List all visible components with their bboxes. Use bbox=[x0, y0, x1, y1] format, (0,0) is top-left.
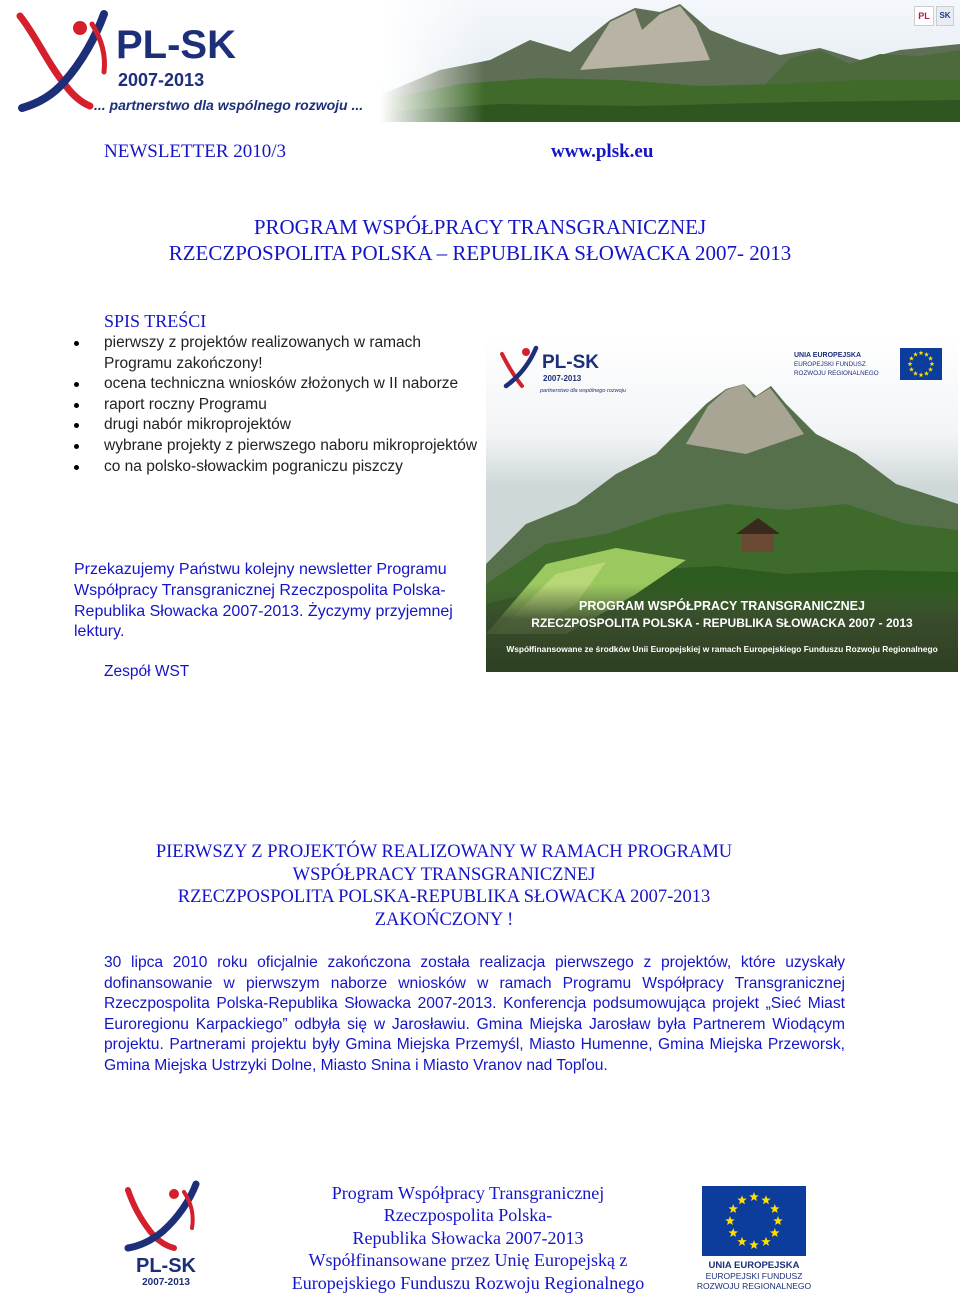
eu-line3: ROZWOJU REGIONALNEGO bbox=[696, 1281, 812, 1290]
footer-line2: Rzeczpospolita Polska- bbox=[383, 1205, 553, 1226]
poster-eu-line1: UNIA EUROPEJSKA bbox=[794, 352, 862, 359]
program-title-line2: RZECZPOSPOLITA POLSKA – REPUBLIKA SŁOWACKA 2007- 2013 bbox=[168, 241, 792, 265]
poster-eu-flag-icon bbox=[900, 348, 942, 380]
footer-text bbox=[248, 1182, 688, 1294]
poster-logo-tagline: partnerstwo dla wspólnego rozwoju bbox=[540, 388, 626, 394]
intro-text: Przekazujemy Państwu kolejny newsletter Programu Współpracy Transgranicznej Rzeczpospolita Polska-Republika Słowacka 2007-2013. Życzymy przyjemnej lektury. bbox=[74, 561, 453, 641]
poster-logo-years: 2007-2013 bbox=[543, 374, 582, 383]
logo-years: 2007-2013 bbox=[118, 70, 205, 90]
footer-logo-title: PL-SK bbox=[136, 1255, 196, 1277]
bullet-icon bbox=[74, 382, 79, 387]
badge-sk: SK bbox=[936, 6, 954, 26]
intro-signature: Zespół WST bbox=[104, 663, 190, 680]
poster-cofinance: Współfinansowane ze środków Unii Europejskiej w ramach Europejskiego Funduszu Rozwoju Regionalnego bbox=[506, 644, 938, 654]
poster-eu-line2: EUROPEJSKI FUNDUSZ bbox=[794, 361, 866, 368]
logo-tagline: ... partnerstwo dla wspólnego rozwoju ... bbox=[94, 97, 364, 113]
poster-eu-line3: ROZWOJU REGIONALNEGO bbox=[794, 370, 879, 377]
bullet-icon bbox=[74, 465, 79, 470]
header-banner bbox=[0, 0, 960, 122]
badge-pl: PL bbox=[914, 6, 934, 26]
article-title-line2: WSPÓŁPRACY TRANSGRANICZNEJ bbox=[292, 864, 596, 885]
article-title bbox=[0, 841, 888, 931]
poster-title1: PROGRAM WSPÓŁPRACY TRANSGRANICZNEJ bbox=[579, 599, 865, 613]
eu-logo bbox=[694, 1186, 814, 1290]
footer-line1: Program Współpracy Transgranicznej bbox=[331, 1183, 605, 1203]
newsletter-url[interactable]: www.plsk.eu bbox=[551, 141, 654, 162]
eu-line1: UNIA EUROPEJSKA bbox=[708, 1260, 800, 1271]
list-item-label: pierwszy z projektów realizowanych w ramach Programu zakończony! bbox=[104, 334, 422, 372]
language-badge bbox=[914, 6, 954, 28]
program-poster bbox=[486, 334, 958, 672]
program-title bbox=[0, 214, 960, 266]
list-item[interactable] bbox=[70, 395, 490, 416]
list-item[interactable] bbox=[70, 436, 490, 457]
footer-logo bbox=[120, 1178, 212, 1288]
newsletter-issue: NEWSLETTER 2010/3 bbox=[104, 141, 287, 162]
list-item[interactable] bbox=[70, 374, 490, 395]
contents-list bbox=[70, 333, 490, 477]
list-item[interactable] bbox=[70, 457, 490, 478]
poster-logo-title: PL-SK bbox=[542, 352, 599, 373]
footer-logo-years: 2007-2013 bbox=[142, 1277, 190, 1288]
bullet-icon bbox=[74, 341, 79, 346]
footer-line3: Republika Słowacka 2007-2013 bbox=[352, 1227, 584, 1248]
poster-title2: RZECZPOSPOLITA POLSKA - REPUBLIKA SŁOWACKA 2007 - 2013 bbox=[531, 616, 913, 630]
list-item-label: drugi nabór mikroprojektów bbox=[104, 416, 291, 434]
logo-title: PL-SK bbox=[116, 23, 236, 67]
article-title-line1: PIERWSZY Z PROJEKTÓW REALIZOWANY W RAMACH PROGRAMU bbox=[155, 842, 733, 862]
program-title-line1: PROGRAM WSPÓŁPRACY TRANSGRANICZNEJ bbox=[253, 215, 707, 239]
bullet-icon bbox=[74, 423, 79, 428]
bullet-icon bbox=[74, 444, 79, 449]
footer-line4: Współfinansowane przez Unię Europejską z bbox=[308, 1250, 628, 1271]
list-item[interactable] bbox=[70, 415, 490, 436]
article-title-line4: ZAKOŃCZONY ! bbox=[374, 909, 514, 930]
contents-heading: SPIS TREŚCI bbox=[104, 311, 207, 331]
list-item[interactable] bbox=[70, 333, 490, 374]
footer-line5: Europejskiego Funduszu Rozwoju Regionalnego bbox=[291, 1272, 645, 1293]
article-title-line3: RZECZPOSPOLITA POLSKA-REPUBLIKA SŁOWACKA 2007-2013 bbox=[177, 887, 711, 907]
list-item-label: wybrane projekty z pierwszego naboru mikroprojektów bbox=[104, 436, 478, 454]
eu-line2: EUROPEJSKI FUNDUSZ bbox=[705, 1271, 803, 1281]
list-item-label: co na polsko-słowackim pograniczu piszczy bbox=[104, 457, 403, 475]
pl-sk-logo bbox=[6, 6, 386, 118]
list-item-label: raport roczny Programu bbox=[104, 395, 267, 413]
list-item-label: ocena techniczna wniosków złożonych w II naborze bbox=[104, 375, 459, 393]
bullet-icon bbox=[74, 403, 79, 408]
article-body: 30 lipca 2010 roku oficjalnie zakończona została realizacja pierwszego z projektów, które uzyskały dofinansowanie w pierwszym naborze wniosków w ramach Programu Współpracy Transgranicznej Rzeczpospolita Polska-Republika Słowacka 2007-2013. Konferencja podsumowująca projekt „Sieć Miast Euroregionu Karpackiego” odbyła się w Jarosławiu. Gmina Miejska Jarosław była Partnerem Wiodącym projektu. Partnerami projektu były Gmina Miejska Przemyśl, Miasto Humenne, Gmina Miejska Przeworsk, Gmina Miejska Ustrzyki Dolne, Miasto Snina i Miasto Vranov nad Topľou. bbox=[104, 954, 845, 1074]
mountains-photo bbox=[380, 0, 960, 122]
